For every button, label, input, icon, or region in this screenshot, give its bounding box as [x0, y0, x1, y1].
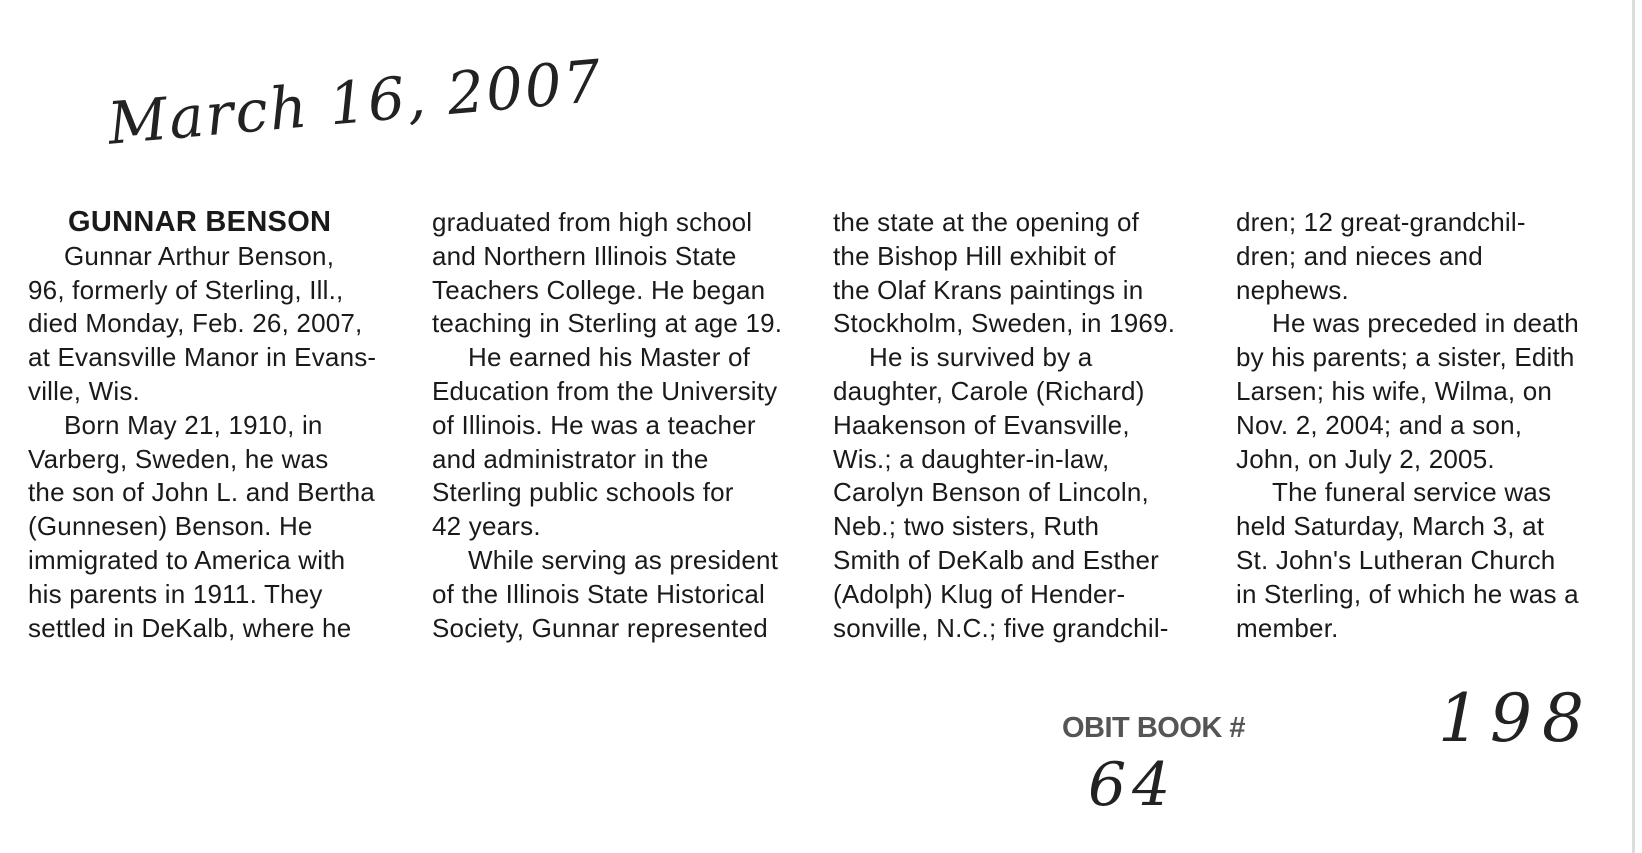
- text-line: of Illinois. He was a teacher: [432, 409, 756, 440]
- column-2: [432, 206, 782, 645]
- text-line: settled in DeKalb, where he: [28, 612, 352, 643]
- text-line: 96, formerly of Sterling, Ill.,: [28, 274, 344, 305]
- column-1: [28, 206, 376, 645]
- handwritten-date: March 16, 2007: [105, 46, 606, 158]
- text-line: Haakenson of Evansville,: [833, 409, 1130, 440]
- text-line: died Monday, Feb. 26, 2007,: [28, 308, 363, 339]
- text-line: at Evansville Manor in Evans-: [28, 342, 377, 373]
- text-line: in Sterling, of which he was a: [1236, 578, 1579, 609]
- text-line: Gunnar Arthur Benson,: [64, 240, 335, 271]
- text-line: the state at the opening of: [833, 207, 1140, 237]
- text-line: He was preceded in death: [1272, 308, 1579, 339]
- text-line: While serving as president: [468, 544, 779, 575]
- text-line: 42 years.: [432, 511, 541, 542]
- scan-edge: [1632, 0, 1635, 853]
- text-line: ville, Wis.: [28, 375, 140, 406]
- text-line: Neb.; two sisters, Ruth: [833, 511, 1100, 542]
- text-line: Larsen; his wife, Wilma, on: [1236, 375, 1553, 406]
- text-line: Born May 21, 1910, in: [64, 409, 323, 440]
- text-line: St. John's Lutheran Church: [1236, 544, 1556, 575]
- text-line: immigrated to America with: [28, 544, 346, 575]
- text-line: Society, Gunnar represented: [432, 612, 768, 643]
- text-line: The funeral service was: [1272, 477, 1552, 508]
- text-line: Smith of DeKalb and Esther: [833, 544, 1160, 575]
- text-line: Sterling public schools for: [432, 477, 734, 508]
- text-line: He is survived by a: [869, 342, 1093, 373]
- text-line: of the Illinois State Historical: [432, 578, 765, 609]
- obituary-headline: GUNNAR BENSON: [68, 206, 332, 238]
- handwritten-book-number: 64: [1088, 750, 1177, 820]
- column-3: [833, 206, 1175, 645]
- text-line: held Saturday, March 3, at: [1236, 511, 1545, 542]
- text-line: Education from the University: [432, 375, 778, 406]
- text-line: (Adolph) Klug of Hender-: [833, 578, 1126, 609]
- obit-book-stamp: OBIT BOOK #: [1062, 712, 1246, 744]
- text-line: sonville, N.C.; five grandchil-: [833, 612, 1169, 643]
- text-line: (Gunnesen) Benson. He: [28, 511, 313, 542]
- column-4: [1236, 206, 1579, 645]
- text-line: Nov. 2, 2004; and a son,: [1236, 409, 1523, 440]
- text-line: the son of John L. and Bertha: [28, 477, 375, 508]
- text-line: and Northern Illinois State: [432, 240, 737, 271]
- text-line: John, on July 2, 2005.: [1236, 443, 1495, 474]
- text-line: member.: [1236, 612, 1339, 643]
- text-line: graduated from high school: [432, 207, 753, 237]
- text-line: dren; 12 great-grandchil-: [1236, 207, 1526, 237]
- text-line: Wis.; a daughter-in-law,: [833, 443, 1110, 474]
- text-line: by his parents; a sister, Edith: [1236, 342, 1575, 373]
- handwritten-page-number: 198: [1438, 680, 1594, 757]
- text-line: daughter, Carole (Richard): [833, 375, 1145, 406]
- text-line: teaching in Sterling at age 19.: [432, 308, 783, 339]
- text-line: nephews.: [1236, 274, 1349, 305]
- text-line: Teachers College. He began: [432, 274, 766, 305]
- text-line: and administrator in the: [432, 443, 709, 474]
- text-line: his parents in 1911. They: [28, 578, 323, 609]
- text-line: dren; and nieces and: [1236, 240, 1483, 271]
- text-line: Carolyn Benson of Lincoln,: [833, 477, 1149, 508]
- text-line: the Bishop Hill exhibit of: [833, 240, 1116, 271]
- text-line: He earned his Master of: [468, 342, 751, 373]
- text-line: Varberg, Sweden, he was: [28, 443, 329, 474]
- text-line: the Olaf Krans paintings in: [833, 274, 1144, 305]
- text-line: Stockholm, Sweden, in 1969.: [833, 308, 1176, 339]
